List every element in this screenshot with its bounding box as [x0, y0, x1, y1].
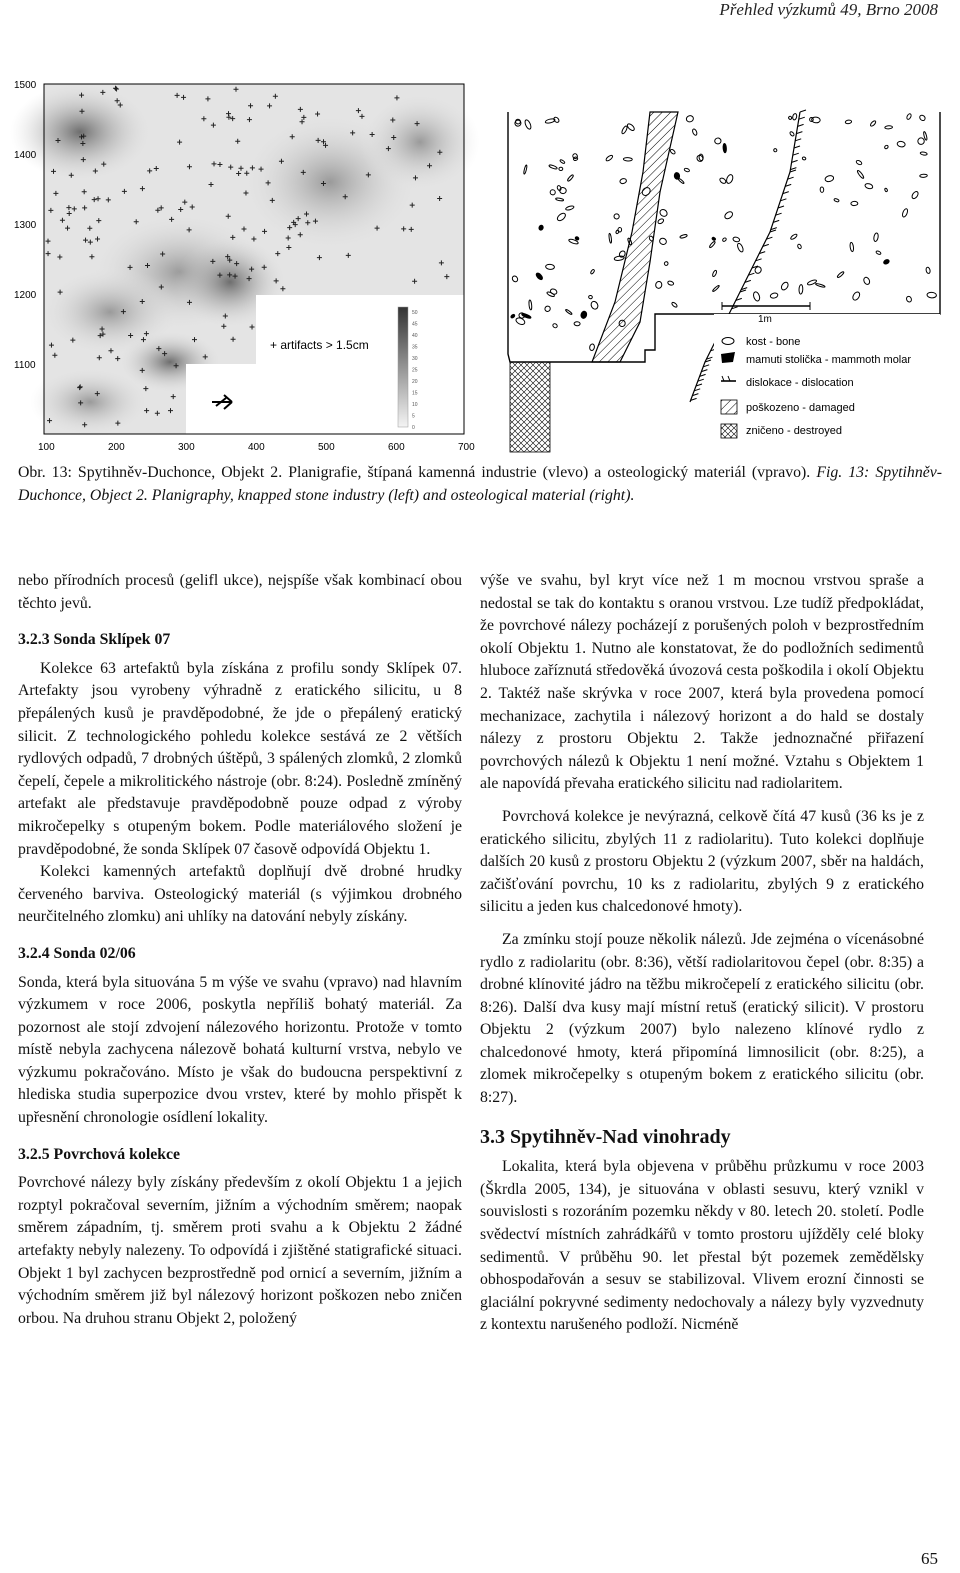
section-heading-3-2-5: 3.2.5 Povrchová kolekce [18, 1145, 181, 1163]
figure-caption [18, 462, 942, 507]
colorbar-tick-label: 5 [412, 413, 415, 420]
paragraph: Povrchová kolekce je nevýrazná, celkově čítá 47 kusů (36 ks je z eratického silicitu, zbylých 11 z radiolaritu). Tuto kolekci doplňuje dalších 20 kusů z prostoru Objektu 2 (výzkum 2007, sběr na haldách, začišťování povrchu, 10 ks z radiolaritu, zbylých 9 z eratického silicitu a jeden kus chalcedonové hmoty). [480, 807, 924, 916]
page-number: 65 [921, 1549, 938, 1568]
legend-damaged: poškozeno - damaged [746, 402, 855, 414]
x-tick-label: 200 [108, 442, 125, 453]
caption-english: Fig. 13: Spytihněv-Duchonce, Object 2. Planigraphy, knapped stone industry (left) and osteological material (right). [18, 464, 943, 504]
y-tick-label: 1200 [14, 290, 37, 301]
running-header: Přehled výzkumů 49, Brno 2008 [719, 0, 938, 19]
colorbar-tick-label: 30 [412, 356, 418, 362]
x-tick-label: 600 [388, 442, 405, 453]
y-tick-label: 1400 [14, 150, 37, 161]
y-tick-label: 1100 [14, 360, 36, 371]
legend-dislocation: dislokace - dislocation [746, 377, 854, 389]
section-heading-3-2-3: 3.2.3 Sonda Sklípek 07 [18, 631, 171, 649]
paragraph: Kolekce 63 artefaktů byla získána z profilu sondy Sklípek 07. Artefakty jsou vyrobeny výhradně z eratického silicitu, u 8 přepálených kusů je pravděpodobné, že jde o přepálený eratický silicit. Z technologického pohledu kolekce sestává ze 2 větších rydlových odpadů, 7 drobných úštěpů, 3 spálených zlomků, 2 zlomků čepelí, čepele a mikrolitického nástroje (obr. 8:24). Posledně zmíněný artefakt ale představuje pravděpodobně pouze odpad z výroby mikročepelky s otupeným bokem. Podle materiálového složení je pravděpodobné, že sonda Sklípek 07 časově odpovídá Objektu 1. [18, 659, 462, 858]
figure-13 [0, 62, 960, 462]
plot-legend-label: + artifacts > 1.5cm [270, 338, 369, 352]
paragraph: Sonda, která byla situována 5 m výše ve svahu (vpravo) nad hlavním výzkumem v roce 2006, poskytla nepříliš bohatý materiál. Za pozornost ale stojí zdvojení nálezového horizontu. Protože v tomto místě nebyla zachycena nálezově bohatá kulturní vrstva, nebylo ve výzkumu pokračováno. Místo je však do budoucna perspektivní z hlediska studia superpozice dvou vrstev, které by mohlo přispět k upřesnění chronologie osídlení lokality. [18, 973, 462, 1127]
paragraph: výše ve svahu, byl kryt více než 1 m mocnou vrstvou spraše a nedostal se tak do kontaktu s oranou vrstvou. Lze tudíž předpokládat, že povrchové nálezy pocházejí z porušených poloh v bezprostředním okolí Objektu 1. Nutno ale konstatovat, že do podložních sedimentů hluboce zaříznutá středověká úvozová cesta poškodila i okolí Objektu 2. Taktéž naše skrývka v roce 2007, která byla provedena pomocí mechanizace, zachytila i nálezový horizont a do hald se dostaly nálezy z prostoru Objektu 2. Takže jednoznačné přiřazení povrchových nálezů k Objektu 1 není možné. Vztahu s Objektem 1 ale napovídá převaha eratického silicitu nad radiolaritem. [480, 572, 924, 793]
density-colorbar [398, 307, 408, 427]
destroyed-zone [592, 112, 678, 362]
legend-destroyed: zničeno - destroyed [746, 425, 842, 437]
legend-mammoth-molar: mamuti stolička - mammoth molar [746, 354, 912, 366]
colorbar-tick-label: 45 [412, 321, 418, 328]
caption-czech: Obr. 13: Spytihněv-Duchonce, Objekt 2. Planigrafie, štípaná kamenná industrie (vlevo) a osteologický materiál (vpravo). [18, 464, 811, 481]
x-tick-label: 400 [248, 442, 265, 453]
y-tick-label: 1500 [14, 80, 37, 91]
colorbar-tick-label: 15 [412, 390, 418, 397]
y-tick-label: 1300 [14, 220, 37, 231]
x-tick-label: 100 [38, 442, 55, 453]
x-tick-label: 500 [318, 442, 335, 453]
colorbar-tick-label: 35 [412, 344, 418, 351]
colorbar-tick-label: 20 [412, 379, 418, 385]
right-column [480, 570, 924, 1337]
legend-bone: kost - bone [746, 336, 801, 348]
colorbar-tick-label: 50 [412, 310, 418, 316]
colorbar-tick-label: 25 [412, 367, 418, 374]
damaged-symbol-icon [721, 400, 737, 414]
section-heading-3-2-4: 3.2.4 Sonda 02/06 [18, 944, 136, 962]
colorbar-tick-label: 0 [412, 425, 415, 431]
section-heading-3-3: 3.3 Spytihněv-Nad vinohrady [480, 1125, 731, 1148]
paragraph: Povrchové nálezy byly získány především z okolí Objektu 1 a jejich rozptyl pokračoval severním, jižním a východním směrem; naopak směrem západním, tj. směrem proti svahu a k Objektu 2 žádné artefakty nebyly nalezeny. To odpovídá i zjištěné statigrafické situaci. Objekt 1 byl zachycen bezprostředně pod ornicí a severním, jižním a východním směrem již byl nálezový horizont poškozen nebo zničen orbou. Na druhou stranu Objekt 2, položený [18, 1174, 462, 1327]
left-column [18, 570, 462, 1330]
scale-bar-label: 1m [758, 314, 772, 325]
artifact-distribution-plot [0, 62, 480, 462]
paragraph: Lokalita, která byla objevena v průběhu průzkumu v roce 2003 (Škrdla 2005, 134), je situována v oblasti sesuvu, který vznikl v souvislosti s rozoráním pozemku někdy v 80. letech 20. století. Podle svědectví místních zahrádkářů v tomto prostoru ujížděly celé bloky sedimentů. V průběhu 90. let přestal být pozemek zemědělsky obhospodařován a sesuv se stabilizoval. Vlivem erozní činnosti se glaciální pokryvné sedimenty nedochovaly a nálezy byly vyzvednuty z kontextu narušeného podloží. Nicméně [480, 1158, 924, 1334]
colorbar-tick-label: 10 [412, 402, 418, 408]
paragraph: nebo přírodních procesů (gelifl ukce), nejspíše však kombinací obou těchto jevů. [18, 572, 462, 612]
x-tick-label: 700 [458, 442, 475, 453]
destroyed-symbol-icon [721, 424, 737, 438]
paragraph: Za zmínku stojí pouze několik nálezů. Jde zejména o vícenásobné rydlo z radiolaritu (obr. 8:36), větší radiolaritovou čepel (obr. 8:35) a drobné klínovité jádro na těžbu mikročepelí z eratického silicitu (obr. 8:26). Další dva kusy mají místní retuš (eratický silicit). V prostoru Objektu 2 (výzkum 2007) bylo nalezeno klínové rydlo z chalcedonové hmoty, která připomíná limnosilicit (obr. 8:25), a zlomek mikročepelky s otupeným bokem z eratického silicitu (obr. 8:27). [480, 930, 924, 1107]
osteological-plan [500, 62, 945, 462]
paragraph: Kolekci kamenných artefaktů doplňují dvě drobné hrudky červeného barviva. Osteologický materiál (s výjimkou drobného neurčitelného zlomku) ani uhlíky na datování nebyly získány. [18, 863, 462, 926]
colorbar-tick-label: 40 [412, 333, 418, 339]
x-tick-label: 300 [178, 442, 195, 453]
